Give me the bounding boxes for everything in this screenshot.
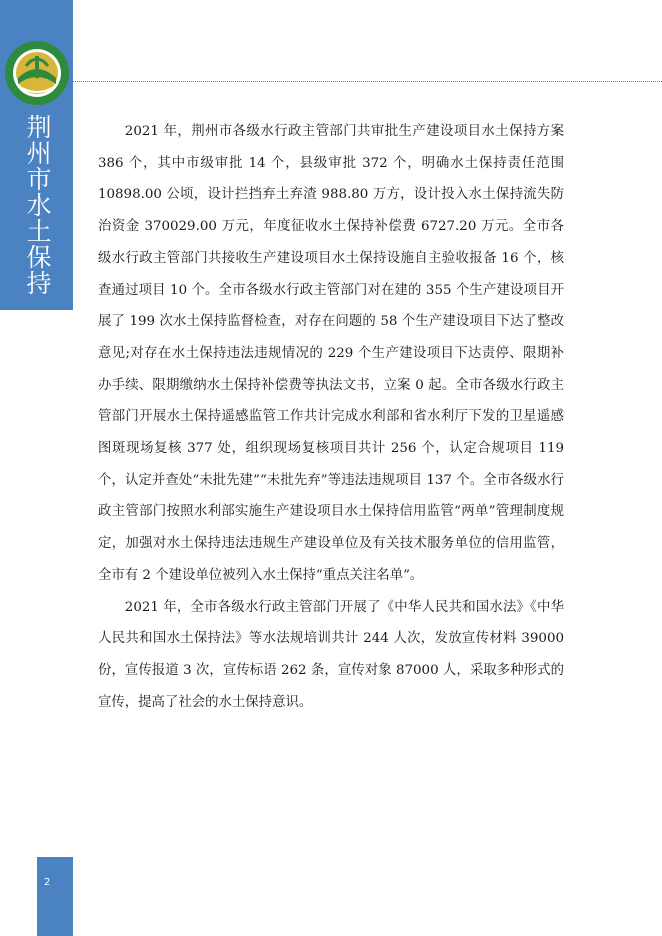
paragraph-supervision: 2021 年，荆州市各级水行政主管部门共审批生产建设项目水土保持方案 386 个，其中市级审批 14 个，县级审批 372 个，明确水土保持责任范围 10898.00 公顷，设计拦挡弃土弃渣 988.80 万方，设计投入水土保持流失防治资金 370029.00 万元，年度征收水土保持补偿费 6727.20 万元。全市各级水行政主管部门共接收生产建设项目水土保持设施自主验收报备 16 个，核查通过项目 10 个。全市各级水行政主管部门对在建的 355 个生产建设项目开展了 199 次水土保持监督检查，对存在问题的 58 个生产建设项目下达了整改意见;对存在水土保持违法违规情况的 229 个生产建设项目下达责停、限期补办手续、限期缴纳水土保持补偿费等执法文书，立案 0 起。全市各级水行政主管部门开展水土保持遥感监管工作共计完成水利部和省水利厅下发的卫星遥感图斑现场复核 377 处，组织现场复核项目共计 256 个，认定合规项目 119 个，认定并查处“未批先建”“未批先弃”等违法违规项目 137 个。全市各级水行政主管部门按照水利部实施生产建设项目水土保持信用监管“两单”管理制度规定，加强对水土保持违法违规生产建设单位及有关技术服务单位的信用监管，全市有 2 个建设单位被列入水土保持“重点关注名单”。 bbox=[98, 124, 564, 583]
paragraph-publicity: 2021 年，全市各级水行政主管部门开展了《中华人民共和国水法》《中华人民共和国水土保持法》等水法规培训共计 244 人次，发放宣传材料 39000 份，宣传报道 3 次，宣传标语 262 条，宣传对象 87000 人，采取多种形式的宣传，提高了社会的水土保持意识。 bbox=[98, 599, 564, 710]
footer-band bbox=[37, 857, 73, 936]
body-text bbox=[98, 116, 564, 718]
publication-title: 荆州市水土保持 bbox=[23, 114, 52, 296]
sidebar-band bbox=[0, 0, 73, 310]
emblem-logo-icon bbox=[4, 40, 70, 106]
header-divider bbox=[73, 81, 662, 82]
page-number: 2 bbox=[44, 877, 51, 888]
